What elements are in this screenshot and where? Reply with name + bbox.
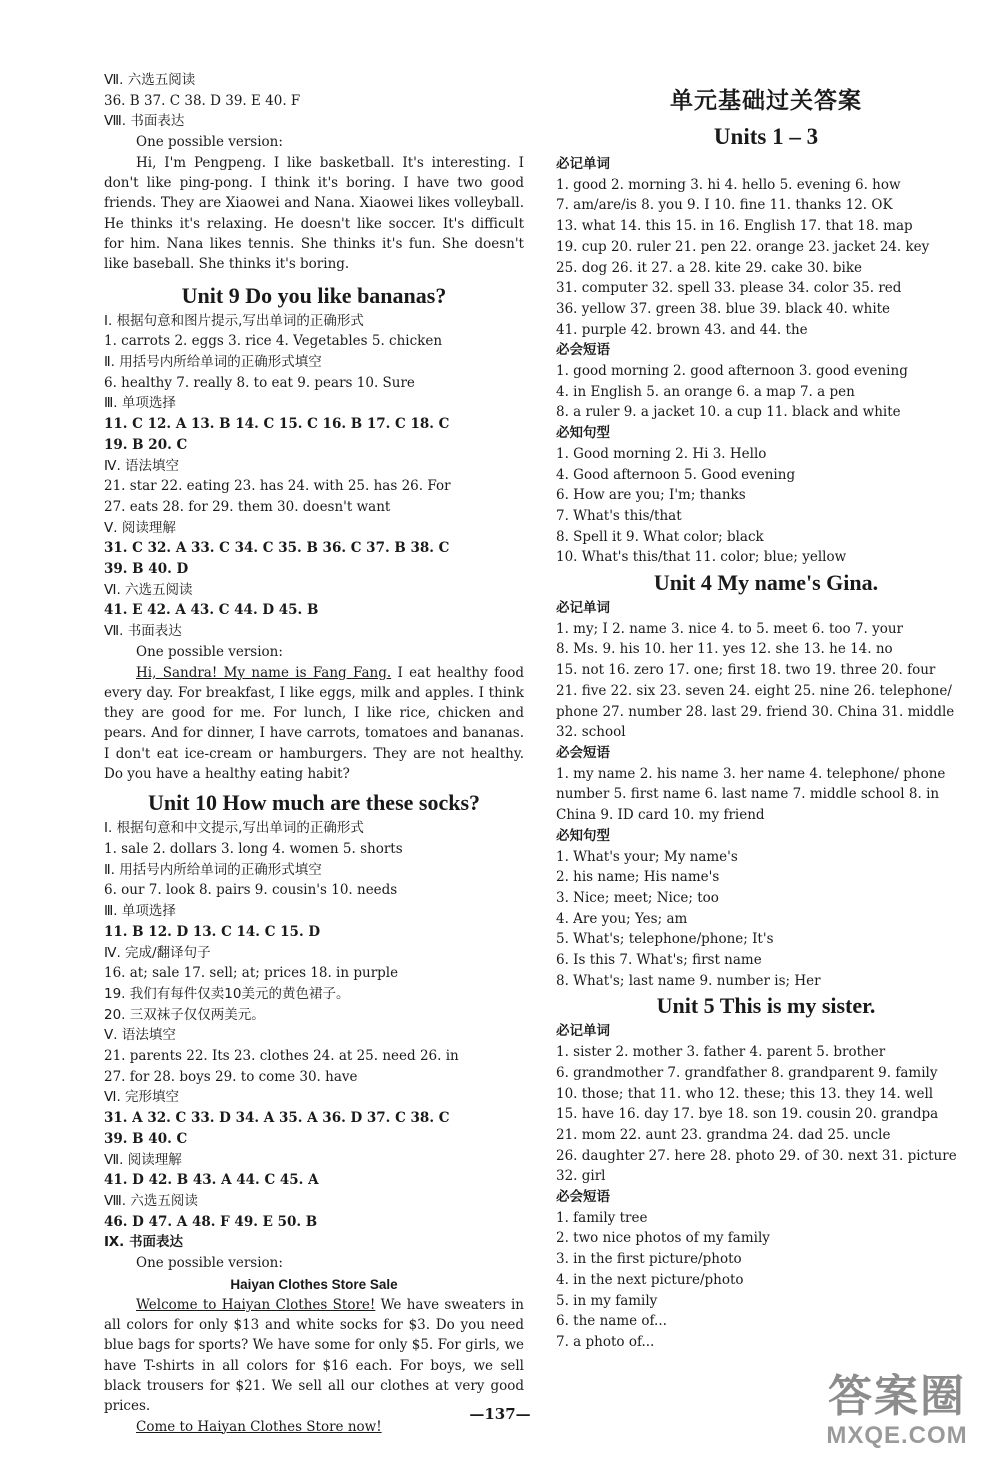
answer-line: 21. star 22. eating 23. has 24. with 25. has 26. For bbox=[104, 478, 451, 495]
answer-line: 4. in the next picture/photo bbox=[556, 1271, 744, 1288]
answer-line: 10. those; that 11. who 12. these; this 13. they 14. well bbox=[556, 1085, 934, 1102]
left-column bbox=[104, 70, 524, 1437]
answer-line: 25. dog 26. it 27. a 28. kite 29. cake 30. bike bbox=[556, 259, 863, 276]
answer-line: 6. the name of... bbox=[556, 1313, 667, 1330]
answer-line: 39. B 40. D bbox=[104, 561, 189, 578]
answer-line: 15. have 16. day 17. bye 18. son 19. cousin 20. grandpa bbox=[556, 1106, 939, 1123]
answer-line: 1. my name 2. his name 3. her name 4. telephone/ phone bbox=[556, 765, 946, 782]
watermark-logo bbox=[812, 1372, 982, 1450]
answer-line: 39. B 40. C bbox=[104, 1130, 188, 1147]
section-heading: Ⅵ. 六选五阅读 bbox=[104, 581, 193, 598]
answer-line: 4. Good afternoon 5. Good evening bbox=[556, 466, 796, 483]
answer-line: 1. good morning 2. good afternoon 3. good evening bbox=[556, 363, 908, 380]
answer-line: 19. 我们有每件仅卖10美元的黄色裙子。 bbox=[104, 985, 350, 1002]
answer-line: phone 27. number 28. last 29. friend 30. China 31. middle bbox=[556, 703, 955, 720]
section-heading: 必会短语 bbox=[556, 744, 610, 761]
watermark-url: MXQE.COM bbox=[826, 1422, 968, 1449]
answer-line: 7. am/are/is 8. you 9. I 10. fine 11. thanks 12. OK bbox=[556, 197, 893, 214]
answer-line: 27. eats 28. for 29. them 30. doesn't want bbox=[104, 498, 391, 515]
answer-line: 21. parents 22. Its 23. clothes 24. at 25. need 26. in bbox=[104, 1048, 459, 1065]
answer-line: 31. C 32. A 33. C 34. C 35. B 36. C 37. B 38. C bbox=[104, 540, 450, 557]
right-column bbox=[556, 82, 976, 1353]
section-heading: 必会短语 bbox=[556, 342, 610, 359]
section-heading: Ⅱ. 用括号内所给单词的正确形式填空 bbox=[104, 861, 322, 878]
answer-line: 4. Are you; Yes; am bbox=[556, 910, 688, 927]
section-heading: Ⅳ. 语法填空 bbox=[104, 457, 180, 474]
section-heading: 必知句型 bbox=[556, 827, 610, 844]
answer-line: 16. at; sale 17. sell; at; prices 18. in purple bbox=[104, 965, 399, 982]
answer-line: 4. in English 5. an orange 6. a map 7. a pen bbox=[556, 383, 855, 400]
answer-line: 1. good 2. morning 3. hi 4. hello 5. evening 6. how bbox=[556, 176, 901, 193]
page-title: 单元基础过关答案 bbox=[670, 88, 862, 114]
answer-line: 1. carrots 2. eggs 3. rice 4. Vegetables 5. chicken bbox=[104, 333, 443, 350]
answer-line: 26. daughter 27. here 28. photo 29. of 30. next 31. picture bbox=[556, 1147, 957, 1164]
section-heading: Ⅶ. 六选五阅读 bbox=[104, 72, 196, 88]
section-heading: Ⅵ. 完形填空 bbox=[104, 1089, 180, 1106]
essay-body: We have sweaters in all colors for only $13 and white socks for $3. Do you need blue bags for sports? We have some for only $5. For girls, we have T-shirts in all colors for $16 each. For boys, we sell black trousers for $21. We sell all our clothes at very good prices. bbox=[104, 1296, 524, 1415]
answer-line: 1. my; I 2. name 3. nice 4. to 5. meet 6. too 7. your bbox=[556, 620, 903, 637]
answer-line: 2. two nice photos of my family bbox=[556, 1230, 770, 1247]
section-heading: 必记单词 bbox=[556, 600, 610, 617]
section-heading: Ⅲ. 单项选择 bbox=[104, 395, 176, 412]
answer-line: 11. C 12. A 13. B 14. C 15. C 16. B 17. C 18. C bbox=[104, 416, 450, 433]
answer-line: 41. D 42. B 43. A 44. C 45. A bbox=[104, 1172, 319, 1189]
essay-greeting: Hi, Sandra! My name is Fang Fang. bbox=[136, 664, 392, 681]
answer-line: 31. A 32. C 33. D 34. A 35. A 36. D 37. C 38. C bbox=[104, 1110, 450, 1127]
section-heading: 必记单词 bbox=[556, 1023, 610, 1040]
section-heading: Ⅰ. 根据句意和中文提示,写出单词的正确形式 bbox=[104, 820, 364, 837]
essay-intro: One possible version: bbox=[136, 1255, 283, 1272]
essay-title: Haiyan Clothes Store Sale bbox=[230, 1276, 398, 1292]
page-number: —137— bbox=[469, 1405, 531, 1423]
answer-line: 15. not 16. zero 17. one; first 18. two 19. three 20. four bbox=[556, 662, 936, 679]
answer-line: 1. sister 2. mother 3. father 4. parent 5. brother bbox=[556, 1044, 886, 1061]
answer-line: 5. in my family bbox=[556, 1292, 658, 1309]
watermark-text: 答案圈 bbox=[828, 1372, 966, 1421]
answer-line: 1. sale 2. dollars 3. long 4. women 5. shorts bbox=[104, 841, 403, 858]
section-heading: Ⅸ. 书面表达 bbox=[104, 1234, 183, 1251]
answer-line: 6. grandmother 7. grandfather 8. grandparent 9. family bbox=[556, 1064, 938, 1081]
essay-closing-text: Come to Haiyan Clothes Store now! bbox=[136, 1418, 382, 1435]
answer-line: number 5. first name 6. last name 7. middle school 8. in bbox=[556, 786, 940, 803]
answer-line: 8. Ms. 9. his 10. her 11. yes 12. she 13. he 14. no bbox=[556, 641, 893, 658]
section-heading: Ⅷ. 六选五阅读 bbox=[104, 1192, 198, 1209]
answer-line: 21. five 22. six 23. seven 24. eight 25. nine 26. telephone/ bbox=[556, 682, 952, 699]
essay-paragraph bbox=[104, 1295, 524, 1417]
answer-line: 7. What's this/that bbox=[556, 507, 682, 524]
answer-line: 6. our 7. look 8. pairs 9. cousin's 10. needs bbox=[104, 882, 398, 899]
answer-line: 19. B 20. C bbox=[104, 436, 188, 453]
answer-line: 8. a ruler 9. a jacket 10. a cup 11. black and white bbox=[556, 404, 901, 421]
essay-body: I eat healthy food every day. For breakfast, I like eggs, milk and apples. I think they are good for me. For lunch, I like rice, chicken and pears. And for dinner, I have carrots, tomatoes and bananas. I don't eat ice-cream or hamburgers. They are not healthy. Do you have a healthy eating habit? bbox=[104, 664, 524, 783]
answer-line: 7. a photo of... bbox=[556, 1333, 655, 1350]
answer-line: 41. E 42. A 43. C 44. D 45. B bbox=[104, 602, 319, 619]
answer-line: 8. What's; last name 9. number is; Her bbox=[556, 972, 821, 989]
essay-intro: One possible version: bbox=[136, 134, 283, 151]
answer-line: 41. purple 42. brown 43. and 44. the bbox=[556, 321, 808, 338]
answer-line: 10. What's this/that 11. color; blue; yellow bbox=[556, 549, 847, 566]
answer-line: 5. What's; telephone/phone; It's bbox=[556, 931, 774, 948]
answer-line: 1. Good morning 2. Hi 3. Hello bbox=[556, 445, 767, 462]
section-heading: Ⅰ. 根据句意和图片提示,写出单词的正确形式 bbox=[104, 312, 364, 329]
answer-line: 32. girl bbox=[556, 1168, 606, 1185]
answer-line: 36. B 37. C 38. D 39. E 40. F bbox=[104, 92, 301, 109]
section-heading: Ⅱ. 用括号内所给单词的正确形式填空 bbox=[104, 354, 322, 370]
answer-line: 46. D 47. A 48. F 49. E 50. B bbox=[104, 1213, 318, 1230]
unit-title: Units 1 – 3 bbox=[713, 124, 819, 149]
answer-line: 31. computer 32. spell 33. please 34. color 35. red bbox=[556, 280, 902, 297]
answer-line: 20. 三双袜子仅仅两美元。 bbox=[104, 1006, 265, 1023]
answer-line: 6. Is this 7. What's; first name bbox=[556, 952, 762, 969]
unit-title: Unit 9 Do you like bananas? bbox=[181, 282, 447, 308]
answer-line: 6. How are you; I'm; thanks bbox=[556, 487, 746, 504]
section-heading: Ⅴ. 语法填空 bbox=[104, 1027, 176, 1044]
section-heading: Ⅳ. 完成/翻译句子 bbox=[104, 944, 211, 961]
answer-line: 19. cup 20. ruler 21. pen 22. orange 23. jacket 24. key bbox=[556, 238, 930, 255]
essay-intro: One possible version: bbox=[136, 643, 283, 660]
answer-line: 32. school bbox=[556, 724, 626, 741]
answer-line: 11. B 12. D 13. C 14. C 15. D bbox=[104, 923, 321, 940]
section-heading: 必会短语 bbox=[556, 1189, 610, 1206]
section-heading: 必记单词 bbox=[556, 156, 610, 172]
section-heading: Ⅶ. 阅读理解 bbox=[104, 1151, 182, 1168]
answer-line: 1. What's your; My name's bbox=[556, 848, 738, 865]
answer-line: 36. yellow 37. green 38. blue 39. black 40. white bbox=[556, 300, 891, 317]
answer-line: 1. family tree bbox=[556, 1209, 648, 1226]
unit-title: Unit 4 My name's Gina. bbox=[653, 570, 879, 596]
unit-title: Unit 10 How much are these socks? bbox=[147, 790, 481, 816]
section-heading: Ⅴ. 阅读理解 bbox=[104, 519, 176, 536]
essay-paragraph: Hi, I'm Pengpeng. I like basketball. It's interesting. I don't like ping-pong. I think it's boring. I have two good friends. They are Xiaowei and Nana. Xiaowei likes volleyball. He thinks it's relaxing. He doesn't like soccer. It's difficult for him. Nana likes tennis. She thinks it's fun. She doesn't like baseball. She thinks it's boring. bbox=[104, 154, 524, 273]
answer-line: China 9. ID card 10. my friend bbox=[556, 807, 765, 824]
section-heading: Ⅶ. 书面表达 bbox=[104, 623, 182, 640]
answer-line: 21. mom 22. aunt 23. grandma 24. dad 25. uncle bbox=[556, 1126, 891, 1143]
unit-title: Unit 5 This is my sister. bbox=[656, 993, 876, 1019]
section-heading: Ⅲ. 单项选择 bbox=[104, 903, 176, 920]
answer-line: 2. his name; His name's bbox=[556, 869, 720, 886]
answer-line: 13. what 14. this 15. in 16. English 17. that 18. map bbox=[556, 218, 913, 235]
answer-line: 27. for 28. boys 29. to come 30. have bbox=[104, 1068, 358, 1085]
essay-welcome: Welcome to Haiyan Clothes Store! bbox=[136, 1296, 376, 1313]
answer-line: 3. in the first picture/photo bbox=[556, 1251, 742, 1268]
section-heading: Ⅷ. 书面表达 bbox=[104, 113, 185, 130]
section-heading: 必知句型 bbox=[556, 425, 610, 442]
answer-line: 8. Spell it 9. What color; black bbox=[556, 528, 764, 545]
answer-line: 3. Nice; meet; Nice; too bbox=[556, 889, 719, 906]
answer-line: 6. healthy 7. really 8. to eat 9. pears 10. Sure bbox=[104, 374, 415, 391]
essay-paragraph bbox=[104, 663, 524, 785]
